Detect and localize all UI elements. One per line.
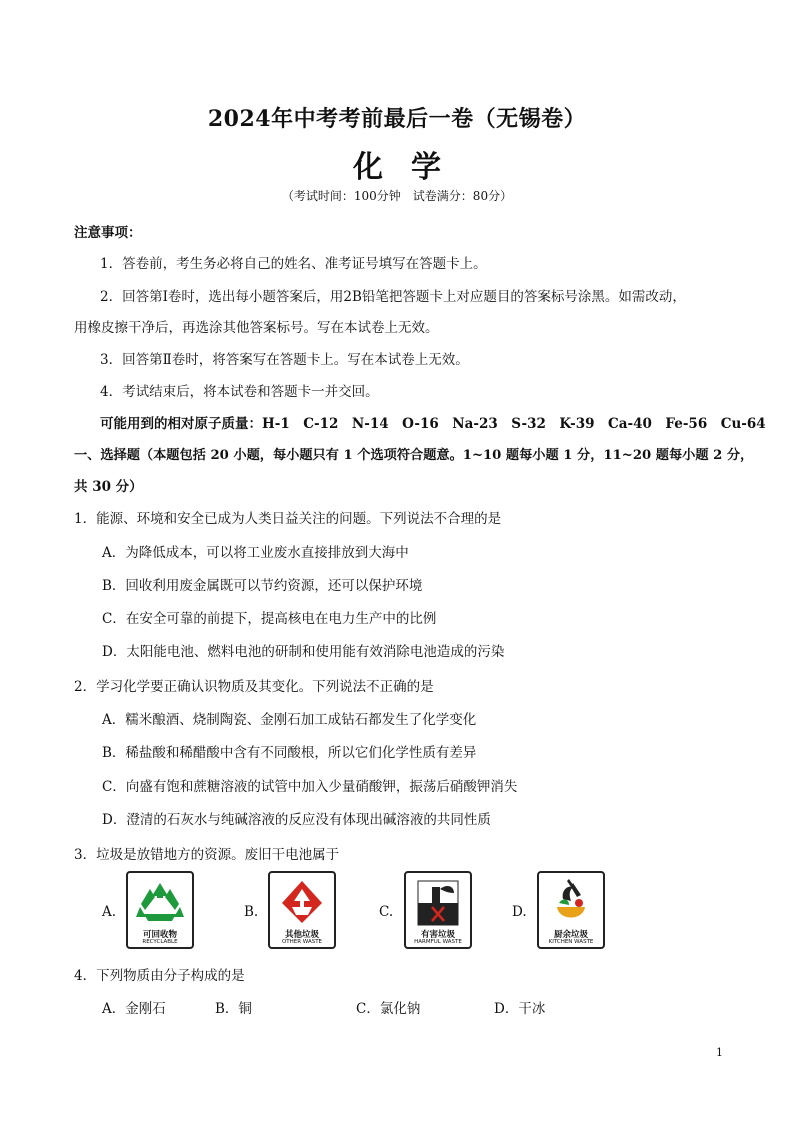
question-1-option-c: C．在安全可靠的前提下，提高核电在电力生产中的比例 xyxy=(102,611,437,627)
section-heading: 一、选择题（本题包括 20 小题，每小题只有 1 个选项符合题意。1~10 题每小题 1 分，11~20 题每小题 2 分， xyxy=(74,448,754,463)
bin-label-cn: 厨余垃圾 xyxy=(553,930,588,940)
exam-info: （考试时间：100分钟 试卷满分：80分） xyxy=(281,189,513,203)
exam-title: 2024年中考考前最后一卷（无锡卷） xyxy=(207,106,587,132)
other-waste-bin-sign xyxy=(268,871,336,949)
notice-item-3: 3．回答第Ⅱ卷时，将答案写在答题卡上。写在本试卷上无效。 xyxy=(100,352,469,368)
question-4-option-c: C．氯化钠 xyxy=(356,1001,421,1017)
bin-label-en: KITCHEN WASTE xyxy=(548,939,594,945)
other-waste-icon xyxy=(274,877,330,927)
bin-label-cn: 有害垃圾 xyxy=(420,930,455,940)
recycle-icon xyxy=(132,877,188,927)
question-3-option-b-letter: B. xyxy=(244,904,259,920)
question-4-option-d: D．干冰 xyxy=(494,1001,546,1017)
recyclable-bin-sign xyxy=(126,871,194,949)
bin-label-en: HARMFUL WASTE xyxy=(414,939,462,945)
bin-label-en: RECYCLABLE xyxy=(142,939,178,945)
question-2-option-b: B．稀盐酸和稀醋酸中含有不同酸根，所以它们化学性质有差异 xyxy=(102,745,477,761)
notice-item-2-cont: 用橡皮擦干净后，再选涂其他答案标号。写在本试卷上无效。 xyxy=(74,320,439,336)
atomic-masses: 可能用到的相对原子质量：H-1 C-12 N-14 O-16 Na-23 S-32 K-39 Ca-40 Fe-56 Cu-64 xyxy=(100,416,766,432)
section-heading-cont: 共 30 分） xyxy=(74,479,143,495)
question-2-option-c: C．向盛有饱和蔗糖溶液的试管中加入少量硝酸钾，振荡后硝酸钾消失 xyxy=(102,779,518,795)
question-1-option-d: D．太阳能电池、燃料电池的研制和使用能有效消除电池造成的污染 xyxy=(102,644,505,660)
question-2-option-d: D．澄清的石灰水与纯碱溶液的反应没有体现出碱溶液的共同性质 xyxy=(102,812,491,828)
harmful-waste-icon xyxy=(410,877,466,927)
question-2-option-a: A．糯米酿酒、烧制陶瓷、金刚石加工成钻石都发生了化学变化 xyxy=(102,712,477,728)
question-3-option-d-letter: D. xyxy=(512,904,527,920)
question-1-stem: 1．能源、环境和安全已成为人类日益关注的问题。下列说法不合理的是 xyxy=(74,511,502,527)
question-3-option-c-letter: C. xyxy=(379,904,394,920)
bin-label-cn: 可回收物 xyxy=(142,930,177,940)
question-1-option-b: B．回收利用废金属既可以节约资源，还可以保护环境 xyxy=(102,578,423,594)
question-3-stem: 3．垃圾是放错地方的资源。废旧干电池属于 xyxy=(74,847,340,863)
question-4-stem: 4．下列物质由分子构成的是 xyxy=(74,968,245,984)
notice-item-1: 1．答卷前，考生务必将自己的姓名、准考证号填写在答题卡上。 xyxy=(100,256,487,272)
bin-label-cn: 其他垃圾 xyxy=(284,930,319,940)
notice-item-4: 4．考试结束后，将本试卷和答题卡一并交回。 xyxy=(100,384,379,400)
question-4-option-b: B．铜 xyxy=(215,1001,252,1017)
question-1-option-a: A．为降低成本，可以将工业废水直接排放到大海中 xyxy=(102,545,409,561)
question-3-option-a-letter: A. xyxy=(102,904,117,920)
subject-title: 化学 xyxy=(353,150,469,185)
notice-item-2: 2．回答第Ⅰ卷时，选出每小题答案后，用2B铅笔把答题卡上对应题目的答案标号涂黑。如需改动， xyxy=(100,289,686,305)
page-number: 1 xyxy=(716,1046,723,1059)
question-2-stem: 2．学习化学要正确认识物质及其变化。下列说法不正确的是 xyxy=(74,679,434,695)
harmful-waste-bin-sign xyxy=(404,871,472,949)
question-4-option-a: A．金刚石 xyxy=(102,1001,166,1017)
bin-label-en: OTHER WASTE xyxy=(281,939,323,945)
notice-heading: 注意事项： xyxy=(74,225,142,241)
kitchen-waste-icon xyxy=(543,877,599,927)
kitchen-waste-bin-sign xyxy=(537,871,605,949)
